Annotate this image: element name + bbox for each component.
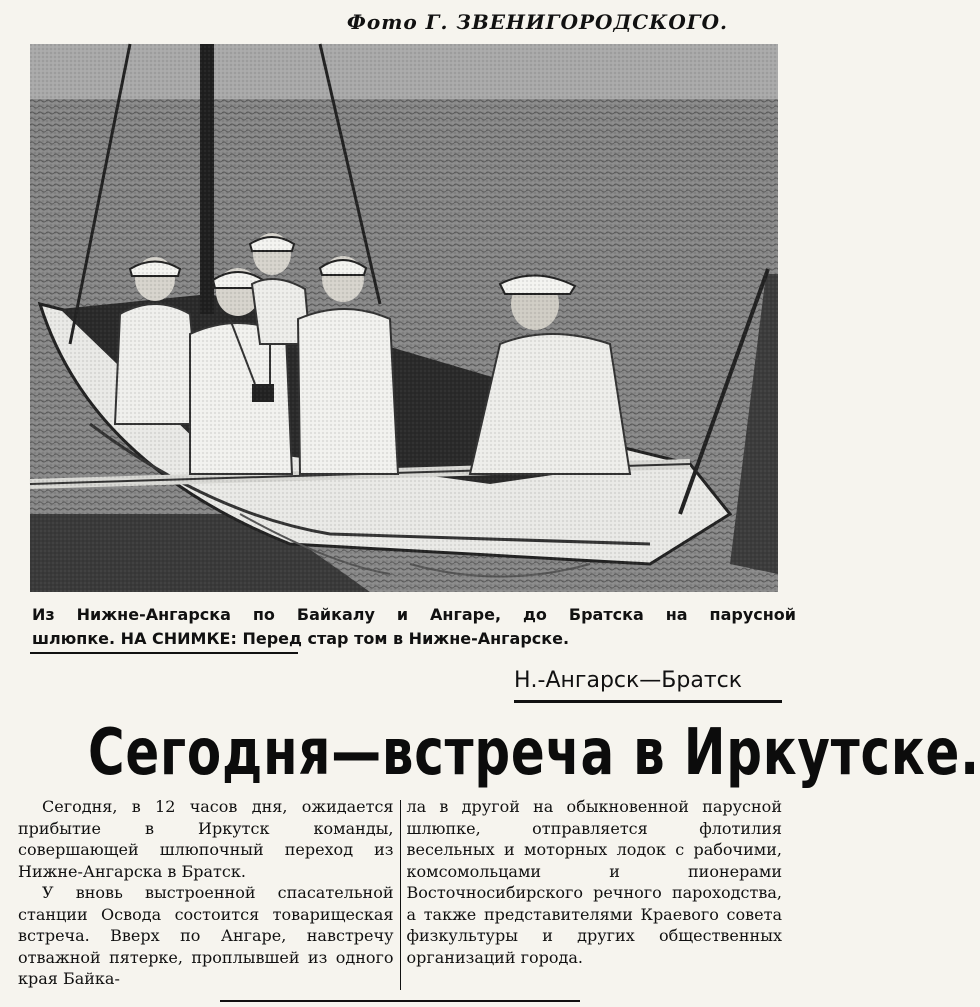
article-body (18, 796, 782, 990)
article-paragraph: ла в другой на обыкновенной парусной шлюпке, отправляется флотилия весельных и моторных лодок с рабочими, комсомольцами и пионерами Восточносибирского речного пароходства, а также представителями Краевого совета физкультуры и других общественных организаций города. (406, 797, 782, 967)
caption-rule (30, 652, 298, 654)
caption-line-1: Из Нижне-Ангарска по Байкалу и Ангаре, до Братска на парусной (32, 605, 796, 624)
article-column-2 (400, 796, 782, 990)
caption-line-2: шлюпке. НА СНИМКЕ: Перед стар том в Нижне-Ангарске. (32, 629, 570, 648)
photo-caption (32, 603, 796, 651)
news-photo (30, 44, 778, 592)
article-column-1 (18, 796, 400, 990)
article-paragraph: Сегодня, в 12 часов дня, ожидается прибытие в Иркутск команды, совершающей шлюпочный переход из Нижне-Ангарска в Братск. (18, 797, 394, 881)
photo-credit: Фото Г. ЗВЕНИГОРОДСКОГО. (346, 10, 728, 34)
article-headline: Сегодня—встреча в Иркутске. (88, 716, 980, 790)
section-rubric: Н.-Ангарск—Братск (514, 668, 743, 693)
bottom-rule (220, 1000, 580, 1002)
rubric-rule (514, 700, 782, 703)
article-paragraph: У вновь выстроенной спасательной станции Осводa состоится товарищеская встреча. Вверх по Ангаре, навстречу отважной пятерке, проплывшей из одного края Байка- (18, 883, 394, 988)
